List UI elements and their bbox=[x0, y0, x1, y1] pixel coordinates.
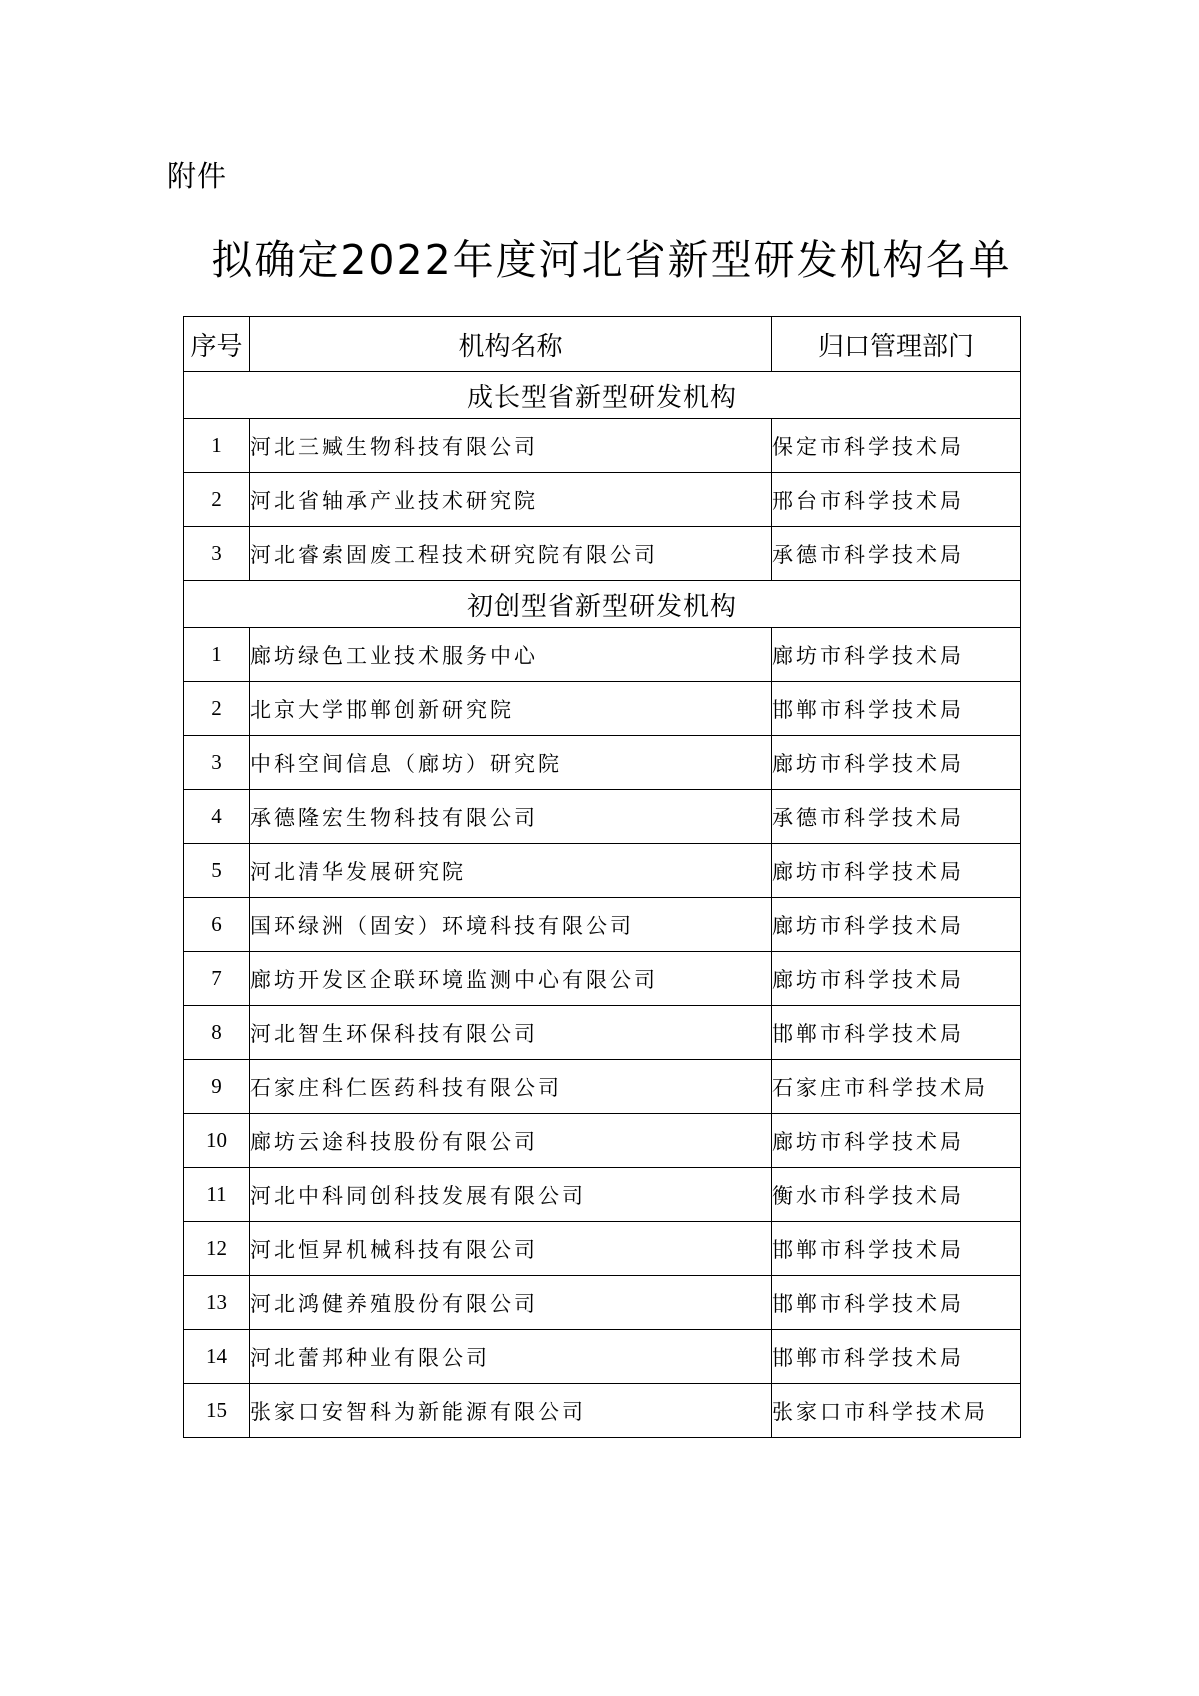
table-row bbox=[184, 1060, 1021, 1114]
table-row bbox=[184, 1114, 1021, 1168]
document-title: 拟确定2022年度河北省新型研发机构名单 bbox=[211, 236, 1012, 284]
row-name: 廊坊开发区企联环境监测中心有限公司 bbox=[250, 952, 772, 1006]
row-name: 河北省轴承产业技术研究院 bbox=[250, 473, 772, 527]
table-row bbox=[184, 419, 1021, 473]
row-dept: 石家庄市科学技术局 bbox=[772, 1060, 1021, 1114]
table-row bbox=[184, 1222, 1021, 1276]
table-row bbox=[184, 844, 1021, 898]
row-no: 3 bbox=[184, 527, 250, 581]
row-dept: 衡水市科学技术局 bbox=[772, 1168, 1021, 1222]
row-dept: 廊坊市科学技术局 bbox=[772, 1114, 1021, 1168]
table-row bbox=[184, 1006, 1021, 1060]
attachment-label: 附件 bbox=[167, 159, 228, 193]
table-header-row bbox=[184, 317, 1021, 372]
row-dept: 邢台市科学技术局 bbox=[772, 473, 1021, 527]
header-no: 序号 bbox=[184, 317, 250, 372]
row-name: 张家口安智科为新能源有限公司 bbox=[250, 1384, 772, 1438]
row-no: 15 bbox=[184, 1384, 250, 1438]
table-row bbox=[184, 473, 1021, 527]
header-dept: 归口管理部门 bbox=[772, 317, 1021, 372]
row-dept: 廊坊市科学技术局 bbox=[772, 736, 1021, 790]
row-dept: 廊坊市科学技术局 bbox=[772, 952, 1021, 1006]
row-name: 国环绿洲（固安）环境科技有限公司 bbox=[250, 898, 772, 952]
row-name: 廊坊绿色工业技术服务中心 bbox=[250, 628, 772, 682]
row-no: 12 bbox=[184, 1222, 250, 1276]
row-dept: 邯郸市科学技术局 bbox=[772, 1222, 1021, 1276]
row-no: 1 bbox=[184, 419, 250, 473]
row-name: 北京大学邯郸创新研究院 bbox=[250, 682, 772, 736]
row-no: 2 bbox=[184, 682, 250, 736]
row-dept: 张家口市科学技术局 bbox=[772, 1384, 1021, 1438]
table-row bbox=[184, 682, 1021, 736]
row-dept: 邯郸市科学技术局 bbox=[772, 1276, 1021, 1330]
table-body bbox=[184, 372, 1021, 1438]
row-dept: 廊坊市科学技术局 bbox=[772, 844, 1021, 898]
table-row bbox=[184, 1276, 1021, 1330]
row-name: 河北清华发展研究院 bbox=[250, 844, 772, 898]
table-row bbox=[184, 628, 1021, 682]
row-no: 5 bbox=[184, 844, 250, 898]
row-no: 2 bbox=[184, 473, 250, 527]
row-no: 13 bbox=[184, 1276, 250, 1330]
row-dept: 邯郸市科学技术局 bbox=[772, 1006, 1021, 1060]
row-no: 6 bbox=[184, 898, 250, 952]
row-name: 河北中科同创科技发展有限公司 bbox=[250, 1168, 772, 1222]
row-name: 河北三臧生物科技有限公司 bbox=[250, 419, 772, 473]
row-name: 河北蕾邦种业有限公司 bbox=[250, 1330, 772, 1384]
table-row bbox=[184, 527, 1021, 581]
row-dept: 廊坊市科学技术局 bbox=[772, 628, 1021, 682]
table-row bbox=[184, 1330, 1021, 1384]
row-name: 承德隆宏生物科技有限公司 bbox=[250, 790, 772, 844]
row-no: 4 bbox=[184, 790, 250, 844]
institution-table bbox=[183, 316, 1021, 1438]
table-row bbox=[184, 1168, 1021, 1222]
section-title: 初创型省新型研发机构 bbox=[184, 581, 1021, 628]
row-name: 河北恒昇机械科技有限公司 bbox=[250, 1222, 772, 1276]
row-name: 河北鸿健养殖股份有限公司 bbox=[250, 1276, 772, 1330]
row-no: 3 bbox=[184, 736, 250, 790]
row-name: 石家庄科仁医药科技有限公司 bbox=[250, 1060, 772, 1114]
row-name: 中科空间信息（廊坊）研究院 bbox=[250, 736, 772, 790]
row-dept: 廊坊市科学技术局 bbox=[772, 898, 1021, 952]
row-dept: 邯郸市科学技术局 bbox=[772, 1330, 1021, 1384]
section-row bbox=[184, 581, 1021, 628]
row-name: 河北智生环保科技有限公司 bbox=[250, 1006, 772, 1060]
row-name: 河北睿索固废工程技术研究院有限公司 bbox=[250, 527, 772, 581]
row-no: 7 bbox=[184, 952, 250, 1006]
row-no: 14 bbox=[184, 1330, 250, 1384]
row-name: 廊坊云途科技股份有限公司 bbox=[250, 1114, 772, 1168]
row-no: 11 bbox=[184, 1168, 250, 1222]
table-row bbox=[184, 1384, 1021, 1438]
section-title: 成长型省新型研发机构 bbox=[184, 372, 1021, 419]
row-no: 10 bbox=[184, 1114, 250, 1168]
row-dept: 保定市科学技术局 bbox=[772, 419, 1021, 473]
row-no: 8 bbox=[184, 1006, 250, 1060]
table-row bbox=[184, 790, 1021, 844]
section-row bbox=[184, 372, 1021, 419]
row-dept: 承德市科学技术局 bbox=[772, 527, 1021, 581]
header-name: 机构名称 bbox=[250, 317, 772, 372]
table-row bbox=[184, 898, 1021, 952]
table-row bbox=[184, 736, 1021, 790]
row-no: 9 bbox=[184, 1060, 250, 1114]
table-row bbox=[184, 952, 1021, 1006]
row-dept: 邯郸市科学技术局 bbox=[772, 682, 1021, 736]
row-no: 1 bbox=[184, 628, 250, 682]
row-dept: 承德市科学技术局 bbox=[772, 790, 1021, 844]
